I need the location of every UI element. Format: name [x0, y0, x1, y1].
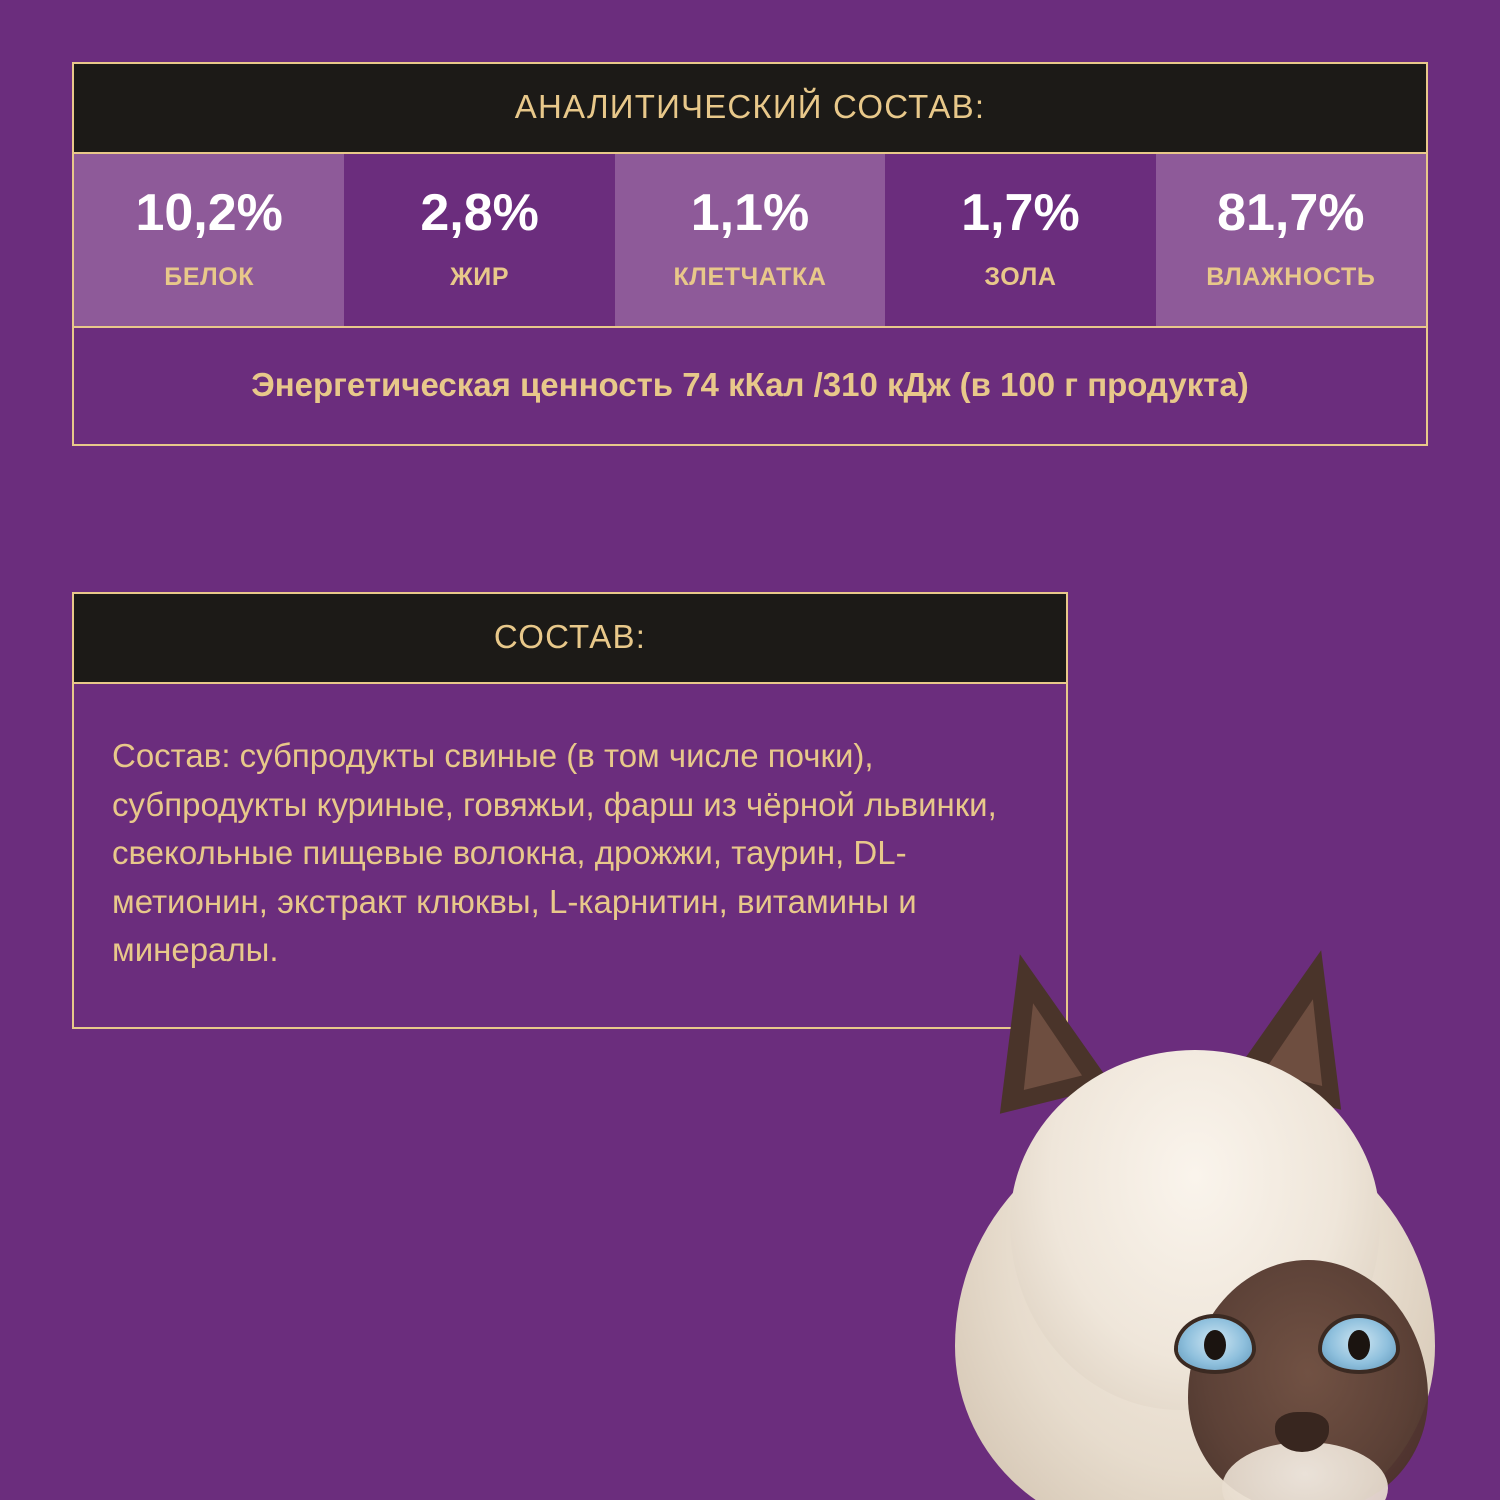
analytical-composition-title: АНАЛИТИЧЕСКИЙ СОСТАВ:	[74, 64, 1426, 152]
cat-muzzle	[1222, 1442, 1388, 1500]
cat-head	[1010, 1050, 1380, 1410]
nutrient-cell-ash	[885, 154, 1155, 326]
nutrient-cell-fat	[344, 154, 614, 326]
nutrient-label: БЕЛОК	[164, 262, 255, 291]
nutrient-value: 81,7%	[1217, 184, 1365, 242]
cat-eye-left	[1178, 1318, 1252, 1370]
composition-block	[72, 592, 1068, 1029]
nutrient-cell-moisture	[1156, 154, 1426, 326]
nutrient-label: ВЛАЖНОСТЬ	[1206, 262, 1376, 291]
cat-face-mask	[1188, 1260, 1428, 1500]
nutrient-cell-fiber	[615, 154, 885, 326]
nutrient-cell-protein	[74, 154, 344, 326]
analytical-composition-block	[72, 62, 1428, 446]
nutrient-value: 1,1%	[690, 184, 810, 242]
cat-nose	[1275, 1412, 1329, 1452]
nutrient-label: ЗОЛА	[984, 262, 1057, 291]
cat-ear-inner-right	[1264, 992, 1342, 1086]
composition-text: Состав: субпродукты свиные (в том числе почки), субпродукты куриные, говяжьи, фарш из чёрной львинки, свекольные пищевые волокна, дрожжи, таурин, DL-метионин, экстракт клюквы, L-карнитин, витамины и минералы.	[74, 682, 1066, 1027]
energy-value-text: Энергетическая ценность 74 кКал /310 кДж (в 100 г продукта)	[251, 365, 1249, 403]
composition-title: СОСТАВ:	[74, 594, 1066, 682]
cat-body	[955, 1115, 1435, 1500]
nutrient-value: 10,2%	[135, 184, 283, 242]
cat-pupil-right	[1348, 1330, 1370, 1360]
nutrient-label: КЛЕТЧАТКА	[673, 262, 827, 291]
cat-ear-right	[1229, 936, 1378, 1110]
analytical-values-row	[74, 152, 1426, 328]
nutrient-value: 2,8%	[420, 184, 539, 242]
cat-eye-right	[1322, 1318, 1396, 1370]
nutrient-value: 1,7%	[961, 184, 1080, 242]
cat-pupil-left	[1204, 1330, 1226, 1360]
nutrient-label: ЖИР	[450, 262, 510, 291]
